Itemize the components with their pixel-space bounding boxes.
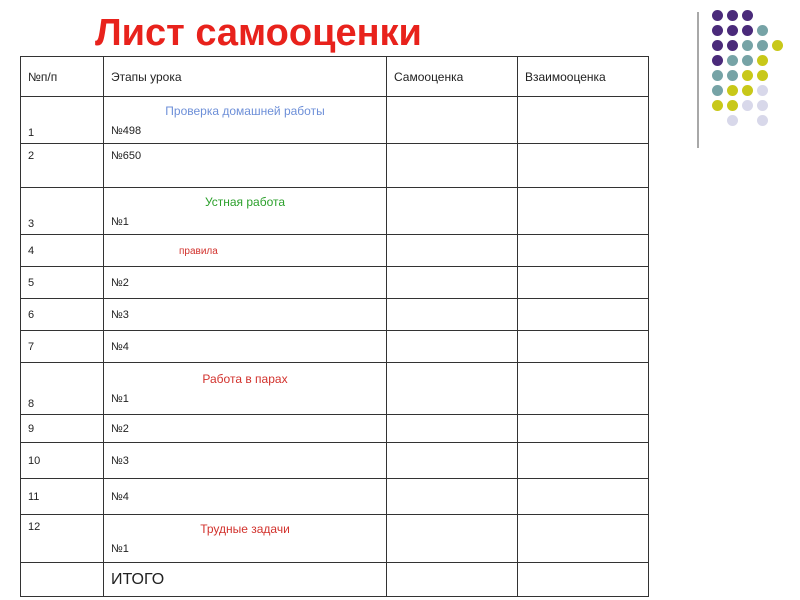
table-row [21,515,649,563]
dot-purple [727,10,738,21]
peer-assessment-total-cell[interactable] [518,563,649,597]
peer-assessment-cell[interactable] [518,515,649,563]
self-assessment-total-cell[interactable] [387,563,518,597]
dot-purple [712,55,723,66]
peer-assessment-cell[interactable] [518,188,649,235]
peer-assessment-cell[interactable] [518,415,649,443]
row-number [21,563,104,597]
dot-lavender [757,100,768,111]
peer-assessment-cell[interactable] [518,97,649,144]
dot-yellow [757,70,768,81]
peer-assessment-cell[interactable] [518,235,649,267]
stage-cell [104,515,387,563]
dot-lavender [727,115,738,126]
dot-lavender [742,100,753,111]
total-label: ИТОГО [104,563,387,597]
self-assessment-cell[interactable] [387,267,518,299]
dot-purple [727,25,738,36]
table-row [21,235,649,267]
header-row [21,57,649,97]
self-assessment-cell[interactable] [387,235,518,267]
dot-yellow [727,100,738,111]
decorative-dot-grid [712,10,792,135]
total-row [21,563,649,597]
dot-teal [742,55,753,66]
dot-lavender [757,115,768,126]
stage-cell [104,188,387,235]
section-heading: Работа в парах [202,372,288,386]
row-number: 7 [21,331,104,363]
self-assessment-cell[interactable] [387,144,518,188]
self-assessment-cell[interactable] [387,188,518,235]
table-row [21,299,649,331]
self-assessment-cell[interactable] [387,363,518,415]
row-number: 3 [21,188,104,235]
task-label: №498 [111,124,142,137]
dot-yellow [742,70,753,81]
table-row [21,188,649,235]
dot-purple [712,10,723,21]
section-heading: Проверка домашней работы [165,103,325,118]
dot-teal [712,85,723,96]
peer-assessment-cell[interactable] [518,331,649,363]
row-number: 1 [21,97,104,144]
table-row [21,267,649,299]
row-number: 4 [21,235,104,267]
peer-assessment-cell[interactable] [518,144,649,188]
header-self-assessment: Самооценка [387,57,518,97]
task-label: №2 [104,267,387,299]
dot-yellow [712,100,723,111]
dot-teal [727,70,738,81]
table-row [21,479,649,515]
dot-yellow [727,85,738,96]
dot-teal [727,55,738,66]
peer-assessment-cell[interactable] [518,443,649,479]
self-assessment-cell[interactable] [387,479,518,515]
table-row [21,363,649,415]
section-heading: Устная работа [204,194,286,209]
self-assessment-cell[interactable] [387,331,518,363]
header-lesson-stages: Этапы урока [104,57,387,97]
dot-yellow [772,40,783,51]
row-number: 10 [21,443,104,479]
self-assessment-table [20,56,649,597]
decorative-vertical-line [697,12,699,148]
dot-purple [742,25,753,36]
task-label: №3 [104,299,387,331]
row-number: 6 [21,299,104,331]
self-assessment-cell[interactable] [387,515,518,563]
table-row [21,97,649,144]
self-assessment-cell[interactable] [387,97,518,144]
self-assessment-cell[interactable] [387,415,518,443]
row-number: 5 [21,267,104,299]
task-label: №1 [111,215,129,228]
stage-cell [104,235,387,267]
task-label: №1 [111,393,129,405]
row-number: 9 [21,415,104,443]
dot-teal [712,70,723,81]
table-row [21,144,649,188]
stage-cell [104,97,387,144]
task-label: №2 [104,415,387,443]
dot-yellow [742,85,753,96]
dot-purple [727,40,738,51]
section-heading: правила [179,245,218,257]
table-row [21,443,649,479]
table-row [21,331,649,363]
row-number: 12 [21,515,104,563]
dot-lavender [757,85,768,96]
task-label: №3 [104,443,387,479]
dot-teal [742,40,753,51]
dot-purple [712,25,723,36]
peer-assessment-cell[interactable] [518,267,649,299]
header-number: №п/п [21,57,104,97]
peer-assessment-cell[interactable] [518,479,649,515]
dot-purple [742,10,753,21]
task-label: №4 [104,479,387,515]
self-assessment-cell[interactable] [387,299,518,331]
dot-purple [712,40,723,51]
header-peer-assessment: Взаимооценка [518,57,649,97]
row-number: 11 [21,479,104,515]
dot-teal [757,40,768,51]
task-label: №650 [104,144,387,188]
task-label: №4 [104,331,387,363]
section-heading: Трудные задачи [200,522,290,536]
task-label: №1 [111,543,129,555]
stage-cell [104,363,387,415]
dot-yellow [757,55,768,66]
peer-assessment-cell[interactable] [518,299,649,331]
dot-teal [757,25,768,36]
peer-assessment-cell[interactable] [518,363,649,415]
self-assessment-cell[interactable] [387,443,518,479]
row-number: 8 [21,363,104,415]
page-title: Лист самооценки [95,12,422,54]
table-row [21,415,649,443]
row-number: 2 [21,144,104,188]
